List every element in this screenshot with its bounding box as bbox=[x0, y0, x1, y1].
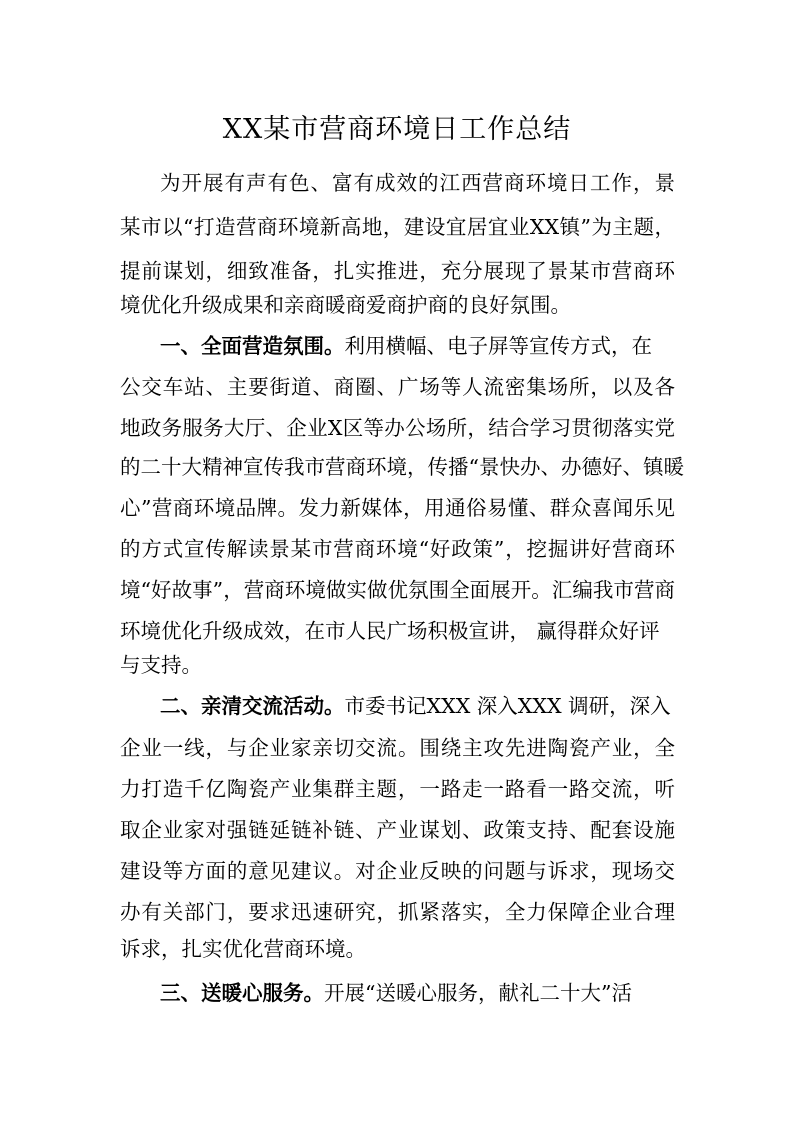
section-line bbox=[160, 978, 632, 1008]
paragraph-line: 诉求，扎实优化营商环境。 bbox=[120, 937, 366, 961]
paragraph-line: 的二十大精神宣传我市营商环境，传播“景快办、办德好、镇暖 bbox=[120, 455, 684, 479]
paragraph-line: 建设等方面的意见建议。对企业反映的问题与诉求，现场交 bbox=[120, 859, 675, 883]
paragraph-line: 办有关部门，要求迅速研究，抓紧落实，全力保障企业合理 bbox=[120, 900, 675, 924]
paragraph-line: 为开展有声有色、富有成效的江西营商环境日工作，景 bbox=[160, 171, 675, 195]
paragraph-line: 与支持。 bbox=[120, 653, 202, 677]
section-text: 利用横幅、电子屏等宣传方式，在 bbox=[344, 334, 652, 358]
paragraph-line: 的方式宣传解读景某市营商环境“好政策”，挖掘讲好营商环 bbox=[120, 537, 675, 561]
paragraph-line: 心”营商环境品牌。发力新媒体，用通俗易懂、群众喜闻乐见 bbox=[120, 496, 675, 520]
paragraph-line: 环境优化升级成效，在市人民广场积极宣讲， 赢得群众好评 bbox=[120, 619, 660, 643]
paragraph-line: 地政务服务大厅、企业X区等办公场所，结合学习贯彻落实党 bbox=[120, 416, 675, 440]
paragraph-line: 某市以“打造营商环境新高地，建设宜居宜业XX镇”为主题， bbox=[120, 215, 675, 239]
paragraph-line: 公交车站、主要街道、商圈、广场等人流密集场所，以及各 bbox=[120, 375, 675, 399]
section-heading: 一、全面营造氛围。 bbox=[160, 334, 345, 358]
paragraph-line: 力打造千亿陶瓷产业集群主题，一路走一路看一路交流，听 bbox=[120, 777, 675, 801]
paragraph-line: 提前谋划，细致准备，扎实推进，充分展现了景某市营商环 bbox=[120, 259, 675, 283]
section-line bbox=[160, 691, 671, 721]
paragraph-line: 取企业家对强链延链补链、产业谋划、政策支持、配套设施 bbox=[120, 818, 675, 842]
paragraph-line: 境“好故事”，营商环境做实做优氛围全面展开。汇编我市营商 bbox=[120, 578, 675, 602]
document-title: XX某市营商环境日工作总结 bbox=[222, 114, 572, 145]
section-heading: 二、亲清交流活动。 bbox=[160, 694, 345, 718]
section-text: 市委书记XXX 深入XXX 调研，深入 bbox=[344, 694, 671, 718]
paragraph-line: 企业一线，与企业家亲切交流。围绕主攻先进陶瓷产业，全 bbox=[120, 736, 675, 760]
paragraph-line: 境优化升级成果和亲商暖商爱商护商的良好氛围。 bbox=[120, 293, 571, 317]
section-line bbox=[160, 331, 652, 361]
section-text: 开展“送暖心服务，献礼二十大”活 bbox=[324, 981, 632, 1005]
section-heading: 三、送暖心服务。 bbox=[160, 981, 324, 1005]
